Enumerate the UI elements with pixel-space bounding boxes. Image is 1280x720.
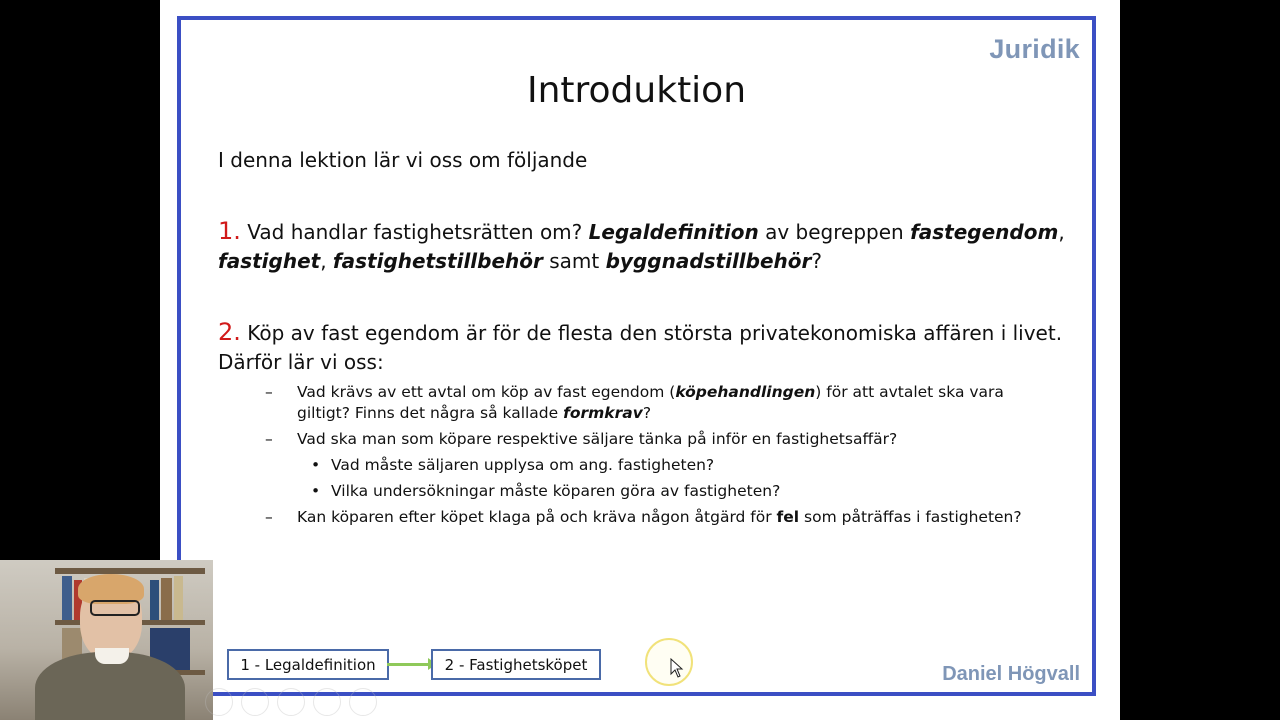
dash-marker: – [265, 430, 273, 448]
person-collar [95, 648, 129, 664]
point-1-text: ? [811, 249, 823, 273]
intro-text: I denna lektion lär vi oss om följande [218, 148, 588, 172]
brand-logo: Juridik [989, 34, 1080, 64]
point-1-number: 1. [218, 217, 241, 245]
slideshow-controls [205, 688, 377, 716]
term-legaldefinition: Legaldefinition [588, 220, 759, 244]
zoom-icon[interactable] [313, 688, 341, 716]
point-2-number: 2. [218, 318, 241, 346]
mouse-cursor-icon [670, 658, 684, 678]
more-options-icon[interactable] [349, 688, 377, 716]
bullet-marker: • [311, 456, 321, 474]
list-item-text: Vad måste säljaren upplysa om ang. fastigheten? [331, 456, 715, 474]
author-name: Daniel Högvall [942, 663, 1080, 685]
term-byggnadstillbehor: byggnadstillbehör [605, 249, 812, 273]
term-fastighetstillbehor: fastighetstillbehör [332, 249, 543, 273]
pen-icon[interactable] [241, 688, 269, 716]
dash-marker: – [265, 508, 273, 526]
point-1-text: samt [542, 249, 606, 273]
list-item-text: Kan köparen efter köpet klaga på och kräva någon åtgärd för [297, 508, 777, 526]
term-kopehandlingen: köpehandlingen [675, 383, 816, 401]
list-item-text: som påträffas i fastigheten? [799, 508, 1022, 526]
list-item [265, 429, 1055, 450]
list-item-text: Vad ska man som köpare respektive säljare tänka på inför en fastighetsaffär? [297, 430, 898, 448]
point-2-text: Köp av fast egendom är för de flesta den största privatekonomiska affären i livet. Därför lär vi oss: [218, 321, 1063, 374]
term-fastighet: fastighet [218, 249, 321, 273]
term-formkrav: formkrav [563, 404, 643, 422]
cursor-highlight [645, 638, 693, 686]
glasses-icon [90, 600, 140, 616]
list-item-text: Vilka undersökningar måste köparen göra av fastigheten? [331, 482, 781, 500]
nav-step-2-button[interactable]: 2 - Fastighetsköpet [431, 649, 601, 680]
previous-icon[interactable] [205, 688, 233, 716]
slide-title: Introduktion [526, 70, 747, 111]
slides-grid-icon[interactable] [277, 688, 305, 716]
point-1-text: av begreppen [758, 220, 911, 244]
sub-list [265, 382, 1055, 533]
list-item-text: Vad krävs av ett avtal om köp av fast egendom ( [297, 383, 676, 401]
nav-step-1-button[interactable]: 1 - Legaldefinition [227, 649, 389, 680]
point-1-text: Vad handlar fastighetsrätten om? [240, 220, 589, 244]
point-1-text: , [320, 249, 333, 273]
list-item-text: ? [642, 404, 652, 422]
list-item [265, 382, 1055, 424]
list-item [307, 455, 1055, 476]
term-fel: fel [776, 508, 800, 526]
term-fastegendom: fastegendom [910, 220, 1059, 244]
dash-marker: – [265, 383, 273, 401]
point-1 [218, 217, 1068, 276]
list-item [307, 481, 1055, 502]
arrow-right-icon [387, 663, 429, 666]
list-item [265, 507, 1055, 528]
point-2 [218, 318, 1068, 377]
webcam-overlay [0, 560, 213, 720]
list-item-text: ) för att avtalet ska vara giltigt? Finns det några så kallade [297, 383, 1004, 422]
slide [177, 16, 1096, 696]
bullet-marker: • [311, 482, 321, 500]
point-1-text: , [1058, 220, 1065, 244]
